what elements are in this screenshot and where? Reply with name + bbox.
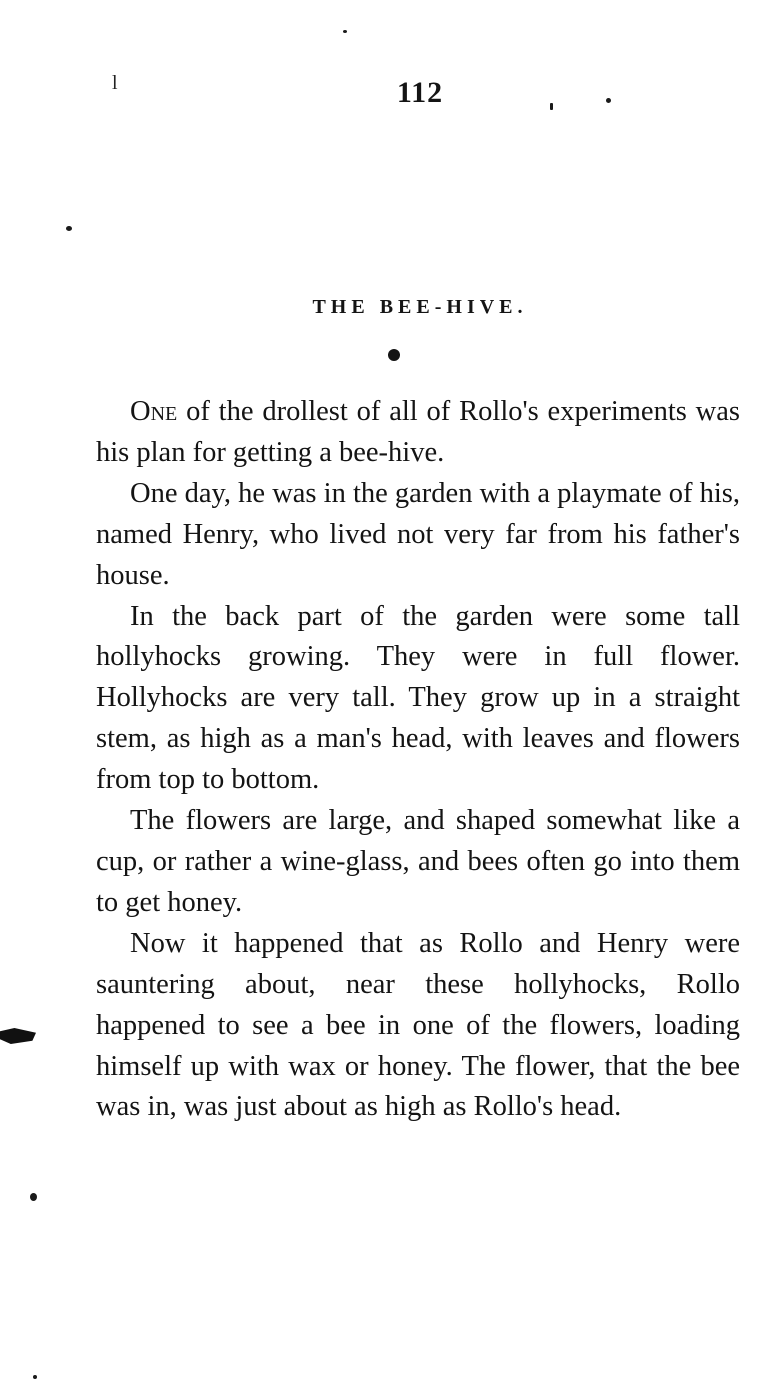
drop-word: One — [130, 396, 178, 427]
scan-speck — [343, 30, 347, 33]
paragraph-5: Now it happened that as Rollo and Henry were sauntering about, near these hollyhocks, Rollo happened to see a bee in one of the flowers, loading himself up with wax or honey. The flower, that the bee was in, was just about as high as Rollo's head. — [96, 927, 740, 1123]
paragraph-2: One day, he was in the garden with a playmate of his, named Henry, who lived not very far from his father's house. — [96, 477, 740, 591]
paragraph-3: In the back part of the garden were some tall hollyhocks growing. They were in full flower. Hollyhocks are very tall. They grow up in a straight stem, as high as a man's head, with leaves and flowers from top to bottom. — [96, 600, 740, 796]
paragraph-4: The flowers are large, and shaped somewhat like a cup, or rather a wine-glass, and bees often go into them to get honey. — [96, 805, 740, 918]
page-number: 112 — [396, 76, 444, 109]
scan-speck — [33, 1375, 37, 1379]
paragraph-text: of the drollest of all of Rollo's experiments was his plan for getting a bee-hive. — [96, 396, 740, 468]
chapter-title: THE BEE-HIVE. — [312, 296, 528, 318]
scan-speck — [606, 98, 611, 103]
margin-mark: l — [112, 72, 118, 94]
scan-speck — [66, 226, 72, 231]
paragraph-1 — [96, 392, 740, 474]
scan-speck — [30, 1193, 37, 1201]
scan-speck — [550, 103, 553, 110]
title-ornament — [388, 349, 400, 361]
body-text — [96, 392, 740, 1128]
scan-blot — [0, 1028, 36, 1044]
